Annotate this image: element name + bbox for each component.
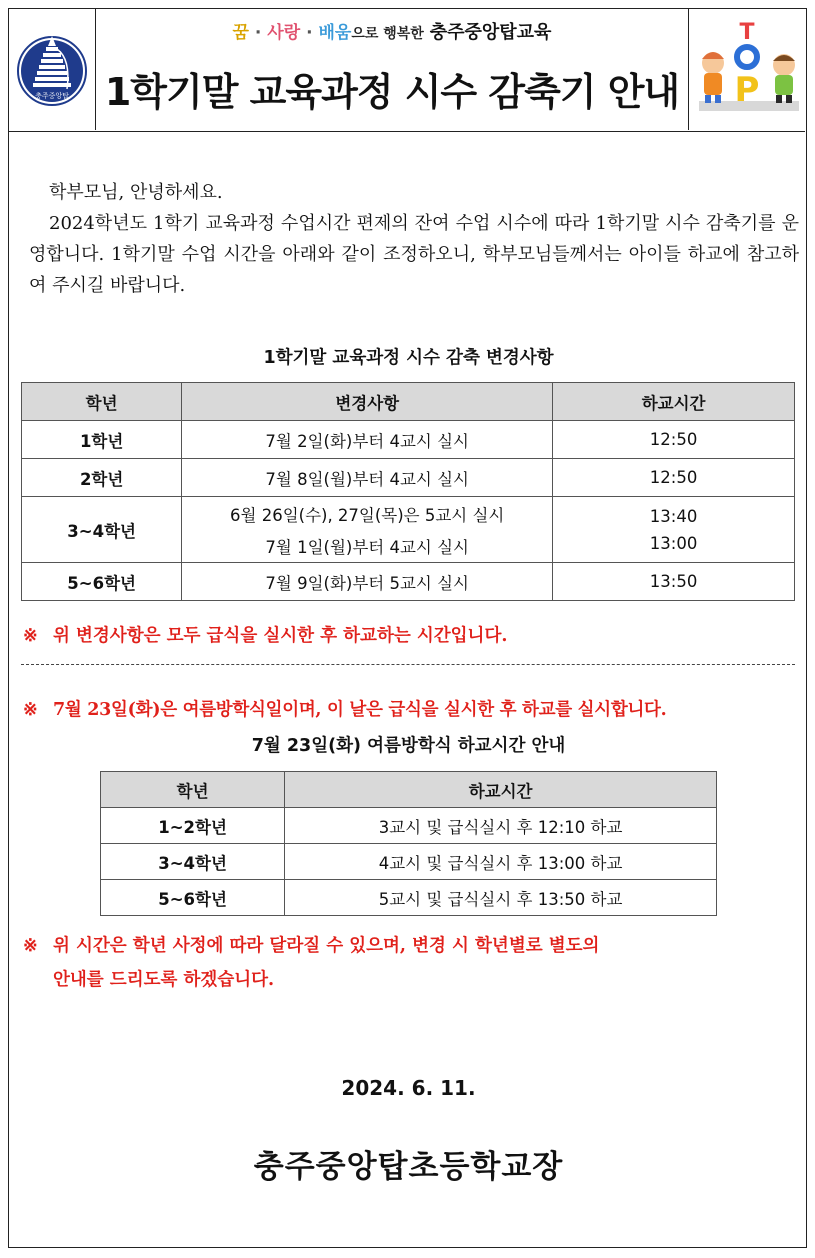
time-cell: 12:50 <box>553 459 795 497</box>
note-change-line-1: 위 시간은 학년 사정에 따라 달라질 수 있으며, 변경 시 학년별로 별도의 <box>53 936 600 956</box>
table-row <box>22 421 795 459</box>
col-time: 하교시간 <box>553 383 795 421</box>
table-row <box>101 844 717 880</box>
slogan-sep-1: · <box>254 23 262 43</box>
time-line-2: 13:00 <box>649 533 698 553</box>
table-row <box>22 459 795 497</box>
grade-cell: 1~2학년 <box>101 808 285 844</box>
time-cell: 4교시 및 급식실시 후 13:00 하교 <box>285 844 717 880</box>
pagoda-logo-icon <box>9 9 95 129</box>
slogan-dream: 꿈 <box>232 23 249 43</box>
table1-caption: 1학기말 교육과정 시수 감축 변경사항 <box>263 348 554 368</box>
grade-cell: 2학년 <box>22 459 182 497</box>
change-cell: 7월 9일(화)부터 5교시 실시 <box>182 563 553 601</box>
top-mascot-icon <box>689 9 805 129</box>
change-cell: 7월 2일(화)부터 4교시 실시 <box>182 421 553 459</box>
school-logo <box>9 9 96 130</box>
time-cell <box>553 497 795 563</box>
vacation-dismissal-table <box>100 771 717 916</box>
intro-paragraph: 2024학년도 1학기 교육과정 수업시간 편제의 잔여 수업 시수에 따라 1학기말 시수 감축기를 운영합니다. 1학기말 수업 시간을 아래와 같이 조정하오니, 학부모님들께서는 아이들 하교에 참고하여 주시길 바랍니다. <box>29 213 799 296</box>
slogan-rest: 으로 행복한 <box>351 26 424 42</box>
dashed-divider <box>21 664 795 665</box>
top-letter-o: O <box>746 63 748 64</box>
col-grade: 학년 <box>22 383 182 421</box>
time-line-1: 13:40 <box>649 506 698 526</box>
slogan-brand: 충주중앙탑교육 <box>429 22 552 43</box>
page-title: 1학기말 교육과정 시수 감축기 안내 <box>104 70 680 114</box>
col-time: 하교시간 <box>285 772 717 808</box>
time-cell: 13:50 <box>553 563 795 601</box>
time-cell: 5교시 및 급식실시 후 13:50 하교 <box>285 880 717 916</box>
time-cell: 12:50 <box>553 421 795 459</box>
note-vacation <box>23 696 803 721</box>
slogan-learning: 배움 <box>318 23 352 43</box>
top-letter-p: P <box>734 70 760 110</box>
grade-cell: 3~4학년 <box>101 844 285 880</box>
top-letter-t: T <box>739 20 755 45</box>
reference-mark-icon: ※ <box>23 936 38 956</box>
reference-mark-icon: ※ <box>23 626 38 646</box>
table-row <box>22 563 795 601</box>
grade-cell: 3~4학년 <box>22 497 182 563</box>
change-cell: 7월 8일(월)부터 4교시 실시 <box>182 459 553 497</box>
note-change-line-2: 안내를 드리도록 하겠습니다. <box>53 970 275 990</box>
note-lunch <box>23 622 803 647</box>
table-header-row <box>22 383 795 421</box>
issue-date: 2024. 6. 11. <box>341 1076 476 1100</box>
change-line-2: 7월 1일(월)부터 4교시 실시 <box>265 537 469 557</box>
col-change: 변경사항 <box>182 383 553 421</box>
slogan-sep-2: · <box>306 23 313 43</box>
table2-caption: 7월 23일(화) 여름방학식 하교시간 안내 <box>251 736 566 756</box>
grade-cell: 5~6학년 <box>22 563 182 601</box>
table-row <box>101 808 717 844</box>
table-header-row <box>101 772 717 808</box>
note-lunch-text: 위 변경사항은 모두 급식을 실시한 후 하교하는 시간입니다. <box>53 626 508 646</box>
note-vacation-text: 7월 23일(화)은 여름방학식일이며, 이 날은 급식을 실시한 후 하교를 실시합니다. <box>53 700 667 720</box>
table-row <box>101 880 717 916</box>
col-grade: 학년 <box>101 772 285 808</box>
change-line-1: 6월 26일(수), 27일(목)은 5교시 실시 <box>230 505 505 525</box>
principal-signature: 충주중앙탑초등학교장 <box>253 1149 564 1185</box>
schedule-change-table <box>21 382 795 601</box>
grade-cell: 5~6학년 <box>101 880 285 916</box>
grade-cell: 1학년 <box>22 421 182 459</box>
top-mascot <box>688 9 805 130</box>
notice-page <box>8 8 807 1248</box>
slogan-love: 사랑 <box>267 23 301 43</box>
note-change <box>23 929 803 997</box>
time-cell: 3교시 및 급식실시 후 12:10 하교 <box>285 808 717 844</box>
greeting: 학부모님, 안녕하세요. <box>49 182 223 203</box>
header <box>9 9 805 132</box>
logo-text: 충주중앙탑 <box>35 92 69 100</box>
header-center <box>96 9 688 130</box>
change-cell <box>182 497 553 563</box>
reference-mark-icon: ※ <box>23 700 38 720</box>
table-row <box>22 497 795 563</box>
slogan <box>96 18 688 44</box>
